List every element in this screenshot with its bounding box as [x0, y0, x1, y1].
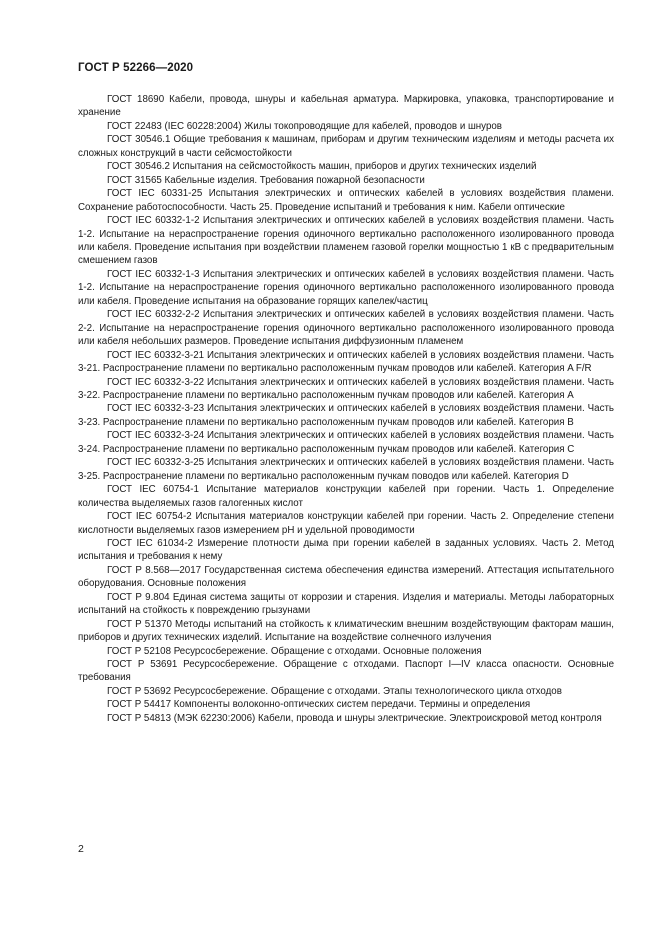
document-id-header: ГОСТ Р 52266—2020 [78, 62, 194, 74]
reference-item: ГОСТ 22483 (IEC 60228:2004) Жилы токопроводящие для кабелей, проводов и шнуров [107, 120, 502, 132]
reference-item: ГОСТ IEC 60332-3-23 Испытания электрических и оптических кабелей в условиях воздействия пламени. Часть 3-23. Распространение пламени по вертикально расположенным пучкам проводов или кабелей. Категория В [78, 403, 614, 428]
reference-item: ГОСТ Р 54813 (МЭК 62230:2006) Кабели, провода и шнуры электрические. Электроискровой метод контроля [107, 712, 602, 724]
reference-item: ГОСТ IEC 60754-2 Испытания материалов конструкции кабелей при горении. Часть 2. Определение степени кислотности выделяемых газов измерением pH и удельной проводимости [78, 511, 614, 536]
reference-item: ГОСТ Р 54417 Компоненты волоконно-оптических систем передачи. Термины и определения [107, 699, 531, 711]
reference-item: ГОСТ Р 53691 Ресурсосбережение. Обращение с отходами. Паспорт I—IV класса опасности. Основные требования [78, 659, 614, 684]
reference-item: ГОСТ Р 52108 Ресурсосбережение. Обращение с отходами. Основные положения [107, 645, 482, 657]
reference-item: ГОСТ Р 8.568—2017 Государственная система обеспечения единства измерений. Аттестация испытательного оборудования. Основные положения [78, 564, 614, 590]
reference-item: ГОСТ IEC 60332-1-2 Испытания электрических и оптических кабелей в условиях воздействия пламени. Часть 1-2. Испытание на нераспространение горения одиночного вертикально расположенного изолированного провода или кабеля. Проведение испытания при воздействии пламенем газовой горелки мощностью 1 кВ с предварительным смешением газов [78, 215, 614, 267]
reference-item: ГОСТ IEC 61034-2 Измерение плотности дыма при горении кабелей в заданных условиях. Часть 2. Метод испытания и требования к нему [78, 537, 614, 563]
reference-item: ГОСТ IEC 60332-3-25 Испытания электрических и оптических кабелей в условиях воздействия пламени. Часть 3-25. Распространение пламени по вертикально расположенным пучкам поводов или кабелей. Категория D [78, 457, 614, 482]
reference-item: ГОСТ IEC 60332-3-22 Испытания электрических и оптических кабелей в условиях воздействия пламени. Часть 3-22. Распространение пламени по вертикально расположенным пучкам проводов или кабелей. Категория А [78, 376, 614, 401]
reference-item: ГОСТ 30546.1 Общие требования к машинам, приборам и другим техническим изделиям и методы расчета их сложных конструкций в части сейсмостойкости [78, 134, 614, 159]
reference-item: ГОСТ 31565 Кабельные изделия. Требования пожарной безопасности [107, 174, 425, 186]
reference-item: ГОСТ IEC 60754-1 Испытание материалов конструкции кабелей при горении. Часть 1. Определение количества выделяемых газов галогенных кислот [78, 484, 614, 509]
reference-item: ГОСТ Р 51370 Методы испытаний на стойкость к климатическим внешним воздействующим факторам машин, приборов и других технических изделий. Испытание на воздействие солнечного излучения [78, 618, 614, 644]
reference-item: ГОСТ IEC 60331-25 Испытания электрических и оптических кабелей в условиях воздействия пламени. Сохранение работоспособности. Часть 25. Проведение испытаний и требования к ним. Кабели оптические [78, 188, 614, 213]
reference-item: ГОСТ IEC 60332-2-2 Испытания электрических и оптических кабелей в условиях воздействия пламени. Часть 2-2. Испытание на нераспространение горения одиночного вертикально расположенного изолированного провода или кабеля небольших размеров. Проведение испытания диффузионным пламенем [78, 309, 614, 348]
reference-item: ГОСТ Р 53692 Ресурсосбережение. Обращение с отходами. Этапы технологического цикла отходов [107, 685, 562, 697]
reference-item: ГОСТ Р 9.804 Единая система защиты от коррозии и старения. Изделия и материалы. Методы лабораторных испытаний на стойкость к повреждению грызунами [78, 591, 614, 617]
page-number: 2 [78, 843, 84, 855]
reference-item: ГОСТ 30546.2 Испытания на сейсмостойкость машин, приборов и других технических изделий [107, 161, 537, 173]
reference-item: ГОСТ IEC 60332-3-21 Испытания электрических и оптических кабелей в условиях воздействия пламени. Часть 3-21. Распространение пламени по вертикально расположенным пучкам проводов или кабелей. Категория A F/R [78, 349, 614, 375]
reference-item: ГОСТ IEC 60332-3-24 Испытания электрических и оптических кабелей в условиях воздействия пламени. Часть 3-24. Распространение пламени по вертикально расположенным пучкам проводов или кабелей. Категория С [78, 430, 614, 455]
reference-item: ГОСТ IEC 60332-1-3 Испытания электрических и оптических кабелей в условиях воздействия пламени. Часть 1-2. Испытание на нераспространение горения одиночного вертикально расположенного изолированного провода или кабеля. Проведение испытания на образование горящих капелек/частиц [78, 268, 614, 307]
normative-references-list [78, 93, 614, 725]
reference-item: ГОСТ 18690 Кабели, провода, шнуры и кабельная арматура. Маркировка, упаковка, транспортирование и хранение [78, 94, 614, 119]
